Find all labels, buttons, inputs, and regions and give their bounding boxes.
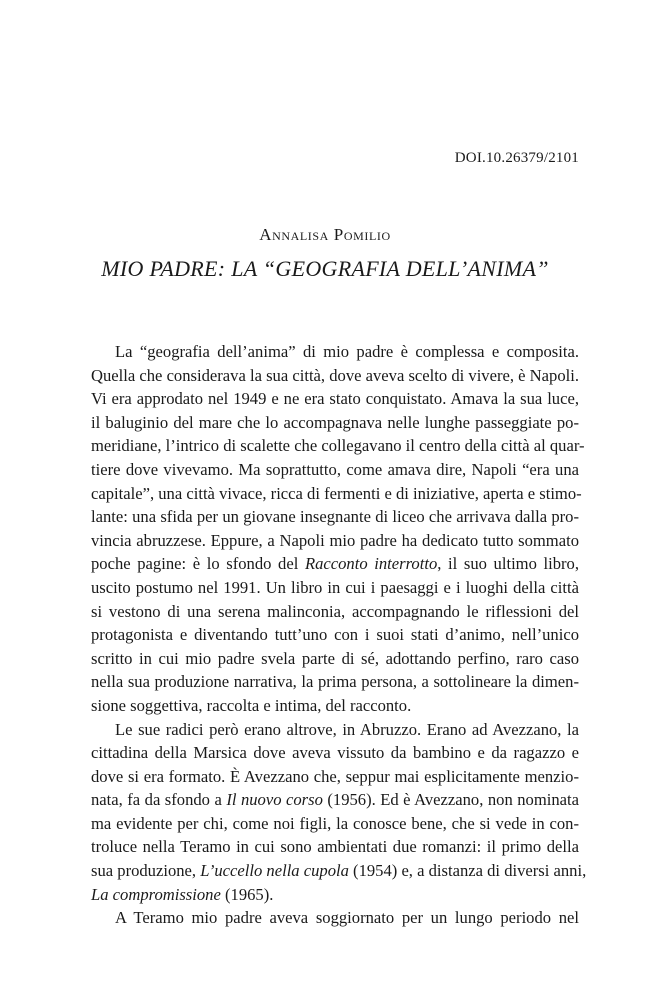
body-text xyxy=(91,340,587,930)
text-line: dove si era formato. È Avezzano che, seppur mai esplicitamente menzio- xyxy=(91,766,579,786)
text-run: poche pagine: è lo sfondo del xyxy=(91,554,305,574)
text-line: nella sua produzione narrativa, la prima persona, a sottolineare la dimen- xyxy=(91,672,579,692)
text-run: sua produzione, xyxy=(91,861,201,881)
book-title-racconto-interrotto: Racconto interrotto xyxy=(304,554,438,574)
text-run: (1965). xyxy=(220,884,274,904)
text-run: (1954) e, a distanza di diversi anni, xyxy=(348,861,587,881)
text-line: si vestono di una serena malinconia, accompagnando le riflessioni del xyxy=(91,601,579,621)
book-title-l-uccello-nella-cupola: L’uccello nella cupola xyxy=(200,861,349,881)
text-line: uscito postumo nel 1991. Un libro in cui i paesaggi e i luoghi della città xyxy=(91,577,579,597)
text-line: A Teramo mio padre aveva soggiornato per un lungo periodo nel xyxy=(115,908,579,928)
text-line: protagonista e diventando tutt’uno con i suoi stati d’animo, nell’unico xyxy=(91,625,579,645)
author-name: Annalisa Pomilio xyxy=(259,225,391,244)
text-line: lante: una sfida per un giovane insegnante di liceo che arrivava dalla pro- xyxy=(91,507,579,527)
text-run: nata, fa da sfondo a xyxy=(91,790,227,810)
book-title-il-nuovo-corso: Il nuovo corso xyxy=(226,790,323,810)
text-line xyxy=(91,552,579,576)
text-line: vincia abruzzese. Eppure, a Napoli mio padre ha dedicato tutto sommato xyxy=(91,530,579,550)
text-line: capitale”, una città vivace, ricca di fermenti e di iniziative, aperta e stimo- xyxy=(91,483,582,503)
text-line: meridiane, l’intrico di scalette che collegavano il centro della città al quar- xyxy=(91,436,585,456)
text-line: tiere dove vivevamo. Ma soprattutto, come amava dire, Napoli “era una xyxy=(91,459,579,479)
text-run: , il suo ultimo libro, xyxy=(437,554,579,574)
text-line xyxy=(91,788,579,812)
text-run: (1956). Ed è Avezzano, non nominata xyxy=(322,790,579,810)
text-line: sione soggettiva, raccolta e intima, del racconto. xyxy=(91,695,412,715)
doi-identifier: DOI.10.26379/2101 xyxy=(454,150,579,166)
book-title-la-compromissione: La compromissione xyxy=(91,884,221,904)
text-line: il baluginio del mare che lo accompagnava nelle lunghe passeggiate po- xyxy=(91,412,579,432)
text-line: Le sue radici però erano altrove, in Abruzzo. Erano ad Avezzano, la xyxy=(115,719,579,739)
text-line: troluce nella Teramo in cui sono ambientati due romanzi: il primo della xyxy=(91,837,579,857)
text-line: La “geografia dell’anima” di mio padre è complessa e composita. xyxy=(115,342,579,361)
text-line: cittadina della Marsica dove aveva vissuto da bambino e da ragazzo e xyxy=(91,743,579,763)
text-line xyxy=(91,883,579,907)
text-line: scritto in cui mio padre svela parte di sé, adottando perfino, raro caso xyxy=(91,648,579,668)
text-line xyxy=(91,859,587,883)
article-title: MIO PADRE: LA “GEOGRAFIA DELL’ANIMA” xyxy=(101,256,549,281)
text-line: Quella che considerava la sua città, dove aveva scelto di vivere, è Napoli. xyxy=(91,365,579,385)
text-line: Vi era approdato nel 1949 e ne era stato conquistato. Amava la sua luce, xyxy=(91,389,579,409)
text-line: ma evidente per chi, come noi figli, la conosce bene, che si vede in con- xyxy=(91,813,579,833)
